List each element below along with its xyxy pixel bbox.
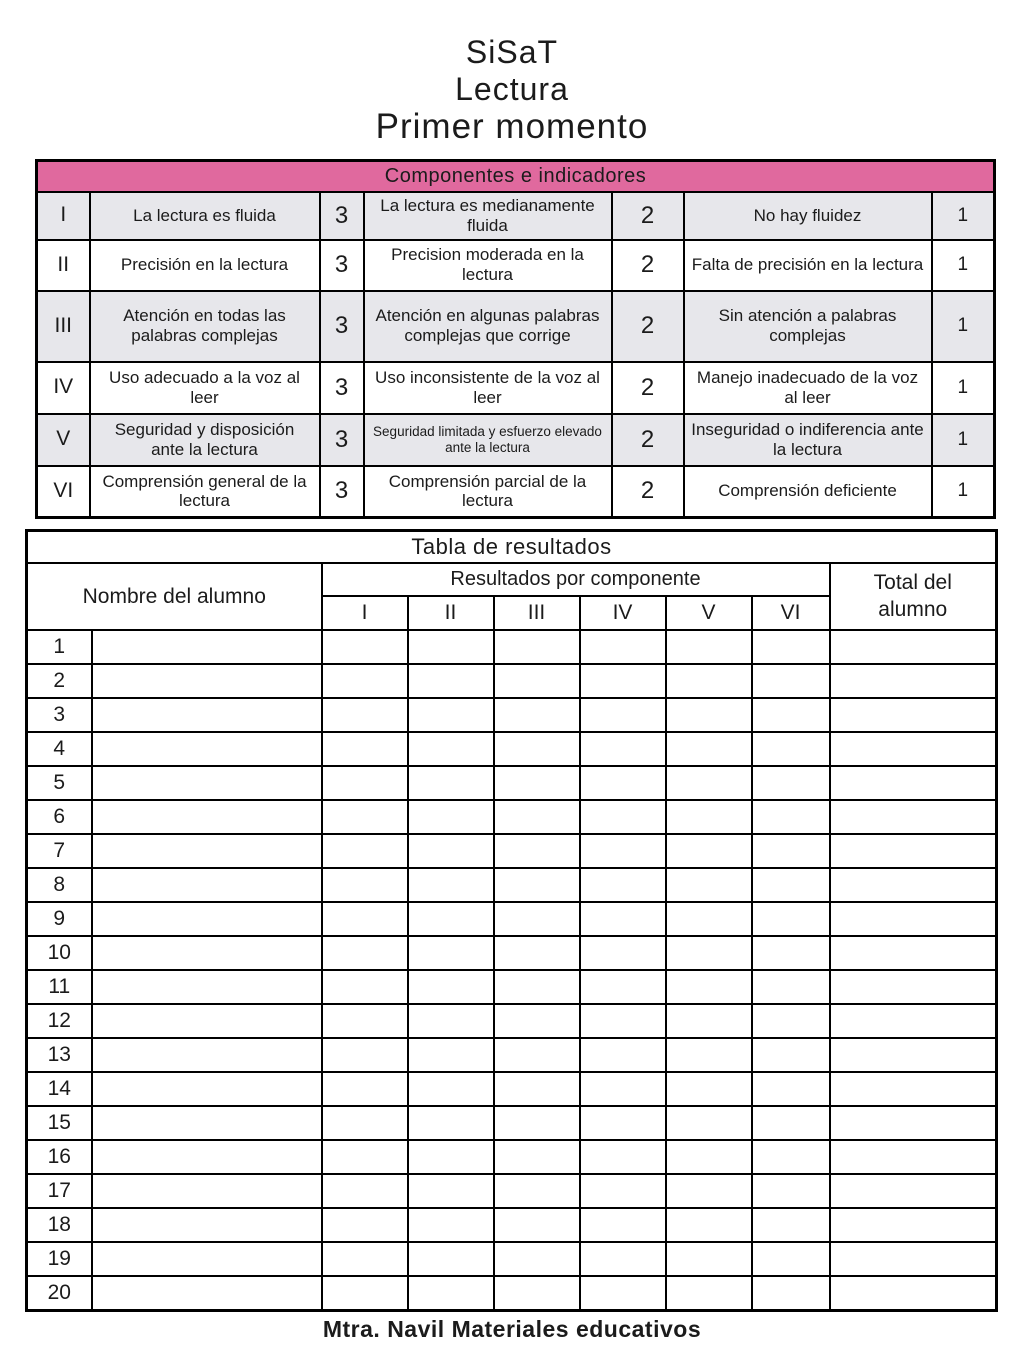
score-cell-IV <box>580 1072 666 1106</box>
result-row-8 <box>27 868 997 902</box>
score-cell-V <box>666 970 752 1004</box>
component-header-V: V <box>666 596 752 630</box>
score-cell-VI <box>752 1242 830 1276</box>
score-cell-II <box>408 936 494 970</box>
row-number: 17 <box>27 1174 92 1208</box>
row-number: 10 <box>27 936 92 970</box>
indicator-high-text: Atención en todas las palabras complejas <box>90 291 320 362</box>
score-cell-VI <box>752 902 830 936</box>
score-cell-I <box>322 766 408 800</box>
score-cell-IV <box>580 630 666 664</box>
name-cell <box>92 732 322 766</box>
row-number: 15 <box>27 1106 92 1140</box>
score-cell-III <box>494 1174 580 1208</box>
total-cell <box>830 1208 997 1242</box>
row-number: 6 <box>27 800 92 834</box>
total-cell <box>830 834 997 868</box>
total-cell <box>830 664 997 698</box>
indicator-low-text: Manejo inadecuado de la voz al leer <box>684 362 932 414</box>
score-cell-IV <box>580 1038 666 1072</box>
score-cell-V <box>666 1174 752 1208</box>
name-cell <box>92 868 322 902</box>
name-cell <box>92 1038 322 1072</box>
score-cell-VI <box>752 1038 830 1072</box>
score-cell-III <box>494 936 580 970</box>
score-cell-IV <box>580 800 666 834</box>
result-row-10 <box>27 936 997 970</box>
indicator-row-III <box>37 291 995 362</box>
score-cell-VI <box>752 630 830 664</box>
name-cell <box>92 1208 322 1242</box>
row-number: 2 <box>27 664 92 698</box>
result-row-2 <box>27 664 997 698</box>
indicator-numeral: IV <box>37 362 90 414</box>
result-row-17 <box>27 1174 997 1208</box>
score-cell-IV <box>580 1276 666 1310</box>
title-line-3: Primer momento <box>375 107 649 146</box>
indicator-low-score: 1 <box>932 362 995 414</box>
score-cell-VI <box>752 1208 830 1242</box>
result-row-6 <box>27 800 997 834</box>
score-cell-II <box>408 1072 494 1106</box>
results-table <box>25 529 998 1312</box>
indicator-mid-score: 2 <box>612 362 684 414</box>
results-title: Tabla de resultados <box>27 531 997 564</box>
result-row-3 <box>27 698 997 732</box>
result-row-14 <box>27 1072 997 1106</box>
row-number: 14 <box>27 1072 92 1106</box>
score-cell-IV <box>580 1004 666 1038</box>
indicator-mid-text: Comprensión parcial de la lectura <box>364 466 612 518</box>
score-cell-VI <box>752 732 830 766</box>
indicators-header: Componentes e indicadores <box>37 161 995 192</box>
indicator-low-score: 1 <box>932 240 995 291</box>
total-cell <box>830 1004 997 1038</box>
score-cell-IV <box>580 1242 666 1276</box>
score-cell-II <box>408 1174 494 1208</box>
score-cell-III <box>494 698 580 732</box>
row-number: 13 <box>27 1038 92 1072</box>
indicator-low-text: Falta de precisión en la lectura <box>684 240 932 291</box>
page-title <box>0 0 1024 145</box>
score-cell-II <box>408 868 494 902</box>
total-cell <box>830 970 997 1004</box>
row-number: 4 <box>27 732 92 766</box>
indicator-high-score: 3 <box>320 362 364 414</box>
name-cell <box>92 1276 322 1310</box>
score-cell-VI <box>752 698 830 732</box>
total-cell <box>830 766 997 800</box>
indicator-mid-text: Atención en algunas palabras complejas que corrige <box>364 291 612 362</box>
row-number: 5 <box>27 766 92 800</box>
indicator-high-text: Uso adecuado a la voz al leer <box>90 362 320 414</box>
indicator-high-score: 3 <box>320 466 364 518</box>
score-cell-I <box>322 1242 408 1276</box>
score-cell-IV <box>580 1140 666 1174</box>
score-cell-V <box>666 834 752 868</box>
score-cell-V <box>666 1038 752 1072</box>
score-cell-IV <box>580 902 666 936</box>
score-cell-V <box>666 664 752 698</box>
score-cell-II <box>408 1140 494 1174</box>
name-cell <box>92 1242 322 1276</box>
row-number: 1 <box>27 630 92 664</box>
score-cell-VI <box>752 766 830 800</box>
score-cell-VI <box>752 1276 830 1310</box>
indicator-low-score: 1 <box>932 414 995 466</box>
result-row-16 <box>27 1140 997 1174</box>
score-cell-II <box>408 630 494 664</box>
name-cell <box>92 970 322 1004</box>
score-cell-II <box>408 800 494 834</box>
score-cell-V <box>666 1276 752 1310</box>
score-cell-I <box>322 732 408 766</box>
score-cell-III <box>494 970 580 1004</box>
footer-credit: Mtra. Navil Materiales educativos <box>322 1315 702 1342</box>
score-cell-V <box>666 1072 752 1106</box>
results-title-row <box>27 531 997 564</box>
score-cell-I <box>322 1208 408 1242</box>
score-cell-VI <box>752 1174 830 1208</box>
total-cell <box>830 1174 997 1208</box>
indicator-mid-score: 2 <box>612 291 684 362</box>
total-column-header: Total del alumno <box>830 563 997 630</box>
name-cell <box>92 698 322 732</box>
indicator-row-I <box>37 192 995 240</box>
name-cell <box>92 800 322 834</box>
name-cell <box>92 834 322 868</box>
score-cell-III <box>494 630 580 664</box>
total-cell <box>830 630 997 664</box>
indicator-mid-text: Uso inconsistente de la voz al leer <box>364 362 612 414</box>
score-cell-V <box>666 936 752 970</box>
score-cell-I <box>322 1276 408 1310</box>
indicator-mid-text: Seguridad limitada y esfuerzo elevado ante la lectura <box>364 414 612 466</box>
indicators-table <box>35 159 996 519</box>
indicator-mid-score: 2 <box>612 240 684 291</box>
score-cell-II <box>408 970 494 1004</box>
result-row-15 <box>27 1106 997 1140</box>
score-cell-III <box>494 664 580 698</box>
score-cell-III <box>494 1242 580 1276</box>
score-cell-II <box>408 902 494 936</box>
indicator-numeral: V <box>37 414 90 466</box>
name-cell <box>92 630 322 664</box>
total-cell <box>830 1072 997 1106</box>
score-cell-VI <box>752 970 830 1004</box>
score-cell-V <box>666 630 752 664</box>
score-cell-III <box>494 834 580 868</box>
total-cell <box>830 1106 997 1140</box>
title-line-1: SiSaT <box>465 34 559 70</box>
score-cell-II <box>408 698 494 732</box>
indicators-header-row <box>37 161 995 192</box>
result-row-1 <box>27 630 997 664</box>
name-cell <box>92 1174 322 1208</box>
name-cell <box>92 1106 322 1140</box>
result-row-12 <box>27 1004 997 1038</box>
indicator-mid-score: 2 <box>612 466 684 518</box>
score-cell-I <box>322 1072 408 1106</box>
result-row-20 <box>27 1276 997 1310</box>
indicator-low-score: 1 <box>932 291 995 362</box>
indicator-high-score: 3 <box>320 291 364 362</box>
components-group-header: Resultados por componente <box>322 563 830 596</box>
score-cell-VI <box>752 1072 830 1106</box>
total-cell <box>830 800 997 834</box>
score-cell-I <box>322 1174 408 1208</box>
score-cell-II <box>408 1038 494 1072</box>
component-header-III: III <box>494 596 580 630</box>
score-cell-II <box>408 834 494 868</box>
score-cell-VI <box>752 800 830 834</box>
score-cell-V <box>666 902 752 936</box>
row-number: 19 <box>27 1242 92 1276</box>
score-cell-III <box>494 1004 580 1038</box>
total-cell <box>830 902 997 936</box>
score-cell-VI <box>752 936 830 970</box>
score-cell-I <box>322 936 408 970</box>
total-cell <box>830 732 997 766</box>
name-cell <box>92 1072 322 1106</box>
score-cell-VI <box>752 1140 830 1174</box>
total-cell <box>830 868 997 902</box>
total-cell <box>830 1242 997 1276</box>
score-cell-IV <box>580 970 666 1004</box>
indicator-row-VI <box>37 466 995 518</box>
indicator-high-text: Precisión en la lectura <box>90 240 320 291</box>
indicator-high-score: 3 <box>320 192 364 240</box>
result-row-18 <box>27 1208 997 1242</box>
score-cell-VI <box>752 1106 830 1140</box>
indicator-low-text: Comprensión deficiente <box>684 466 932 518</box>
name-cell <box>92 936 322 970</box>
score-cell-V <box>666 1140 752 1174</box>
name-cell <box>92 664 322 698</box>
indicator-low-score: 1 <box>932 466 995 518</box>
score-cell-V <box>666 1208 752 1242</box>
total-cell <box>830 936 997 970</box>
score-cell-III <box>494 766 580 800</box>
score-cell-I <box>322 902 408 936</box>
result-row-11 <box>27 970 997 1004</box>
results-group-header-row <box>27 563 997 596</box>
result-row-13 <box>27 1038 997 1072</box>
score-cell-III <box>494 1038 580 1072</box>
name-column-header: Nombre del alumno <box>27 563 322 630</box>
score-cell-IV <box>580 936 666 970</box>
score-cell-IV <box>580 1174 666 1208</box>
score-cell-V <box>666 766 752 800</box>
indicator-low-text: No hay fluidez <box>684 192 932 240</box>
name-cell <box>92 1004 322 1038</box>
score-cell-III <box>494 800 580 834</box>
row-number: 11 <box>27 970 92 1004</box>
indicator-numeral: II <box>37 240 90 291</box>
score-cell-III <box>494 1106 580 1140</box>
total-cell <box>830 1038 997 1072</box>
indicator-row-IV <box>37 362 995 414</box>
score-cell-II <box>408 766 494 800</box>
score-cell-I <box>322 800 408 834</box>
score-cell-I <box>322 868 408 902</box>
indicator-low-text: Inseguridad o indiferencia ante la lectura <box>684 414 932 466</box>
score-cell-III <box>494 1072 580 1106</box>
score-cell-III <box>494 868 580 902</box>
score-cell-III <box>494 902 580 936</box>
title-line-2: Lectura <box>455 71 569 107</box>
row-number: 12 <box>27 1004 92 1038</box>
score-cell-II <box>408 1106 494 1140</box>
row-number: 16 <box>27 1140 92 1174</box>
score-cell-V <box>666 1106 752 1140</box>
score-cell-I <box>322 1140 408 1174</box>
score-cell-I <box>322 630 408 664</box>
result-row-5 <box>27 766 997 800</box>
indicator-mid-text: La lectura es medianamente fluida <box>364 192 612 240</box>
total-cell <box>830 1140 997 1174</box>
indicator-numeral: I <box>37 192 90 240</box>
score-cell-III <box>494 732 580 766</box>
indicator-numeral: VI <box>37 466 90 518</box>
row-number: 8 <box>27 868 92 902</box>
score-cell-I <box>322 1004 408 1038</box>
score-cell-II <box>408 1242 494 1276</box>
score-cell-III <box>494 1276 580 1310</box>
score-cell-II <box>408 1276 494 1310</box>
score-cell-VI <box>752 834 830 868</box>
score-cell-III <box>494 1140 580 1174</box>
score-cell-VI <box>752 868 830 902</box>
row-number: 7 <box>27 834 92 868</box>
result-row-4 <box>27 732 997 766</box>
name-cell <box>92 902 322 936</box>
score-cell-II <box>408 664 494 698</box>
indicator-high-text: Comprensión general de la lectura <box>90 466 320 518</box>
score-cell-VI <box>752 664 830 698</box>
score-cell-I <box>322 1106 408 1140</box>
indicator-high-score: 3 <box>320 414 364 466</box>
score-cell-IV <box>580 868 666 902</box>
score-cell-IV <box>580 698 666 732</box>
total-cell <box>830 1276 997 1310</box>
score-cell-II <box>408 1208 494 1242</box>
row-number: 18 <box>27 1208 92 1242</box>
result-row-7 <box>27 834 997 868</box>
score-cell-VI <box>752 1004 830 1038</box>
row-number: 20 <box>27 1276 92 1310</box>
indicator-mid-text: Precision moderada en la lectura <box>364 240 612 291</box>
score-cell-V <box>666 1242 752 1276</box>
score-cell-IV <box>580 1208 666 1242</box>
indicator-row-V <box>37 414 995 466</box>
component-header-II: II <box>408 596 494 630</box>
score-cell-IV <box>580 834 666 868</box>
indicator-mid-score: 2 <box>612 414 684 466</box>
score-cell-I <box>322 698 408 732</box>
indicator-row-II <box>37 240 995 291</box>
score-cell-I <box>322 1038 408 1072</box>
score-cell-II <box>408 732 494 766</box>
name-cell <box>92 1140 322 1174</box>
indicator-high-text: La lectura es fluida <box>90 192 320 240</box>
score-cell-IV <box>580 766 666 800</box>
component-header-I: I <box>322 596 408 630</box>
score-cell-IV <box>580 664 666 698</box>
score-cell-IV <box>580 1106 666 1140</box>
score-cell-V <box>666 868 752 902</box>
score-cell-V <box>666 732 752 766</box>
indicator-low-text: Sin atención a palabras complejas <box>684 291 932 362</box>
component-header-VI: VI <box>752 596 830 630</box>
score-cell-V <box>666 1004 752 1038</box>
row-number: 3 <box>27 698 92 732</box>
indicator-high-score: 3 <box>320 240 364 291</box>
indicator-high-text: Seguridad y disposición ante la lectura <box>90 414 320 466</box>
indicator-mid-score: 2 <box>612 192 684 240</box>
score-cell-IV <box>580 732 666 766</box>
score-cell-V <box>666 698 752 732</box>
score-cell-I <box>322 834 408 868</box>
score-cell-V <box>666 800 752 834</box>
result-row-19 <box>27 1242 997 1276</box>
score-cell-I <box>322 664 408 698</box>
indicator-low-score: 1 <box>932 192 995 240</box>
result-row-9 <box>27 902 997 936</box>
total-cell <box>830 698 997 732</box>
score-cell-II <box>408 1004 494 1038</box>
score-cell-I <box>322 970 408 1004</box>
indicator-numeral: III <box>37 291 90 362</box>
name-cell <box>92 766 322 800</box>
score-cell-III <box>494 1208 580 1242</box>
component-header-IV: IV <box>580 596 666 630</box>
row-number: 9 <box>27 902 92 936</box>
